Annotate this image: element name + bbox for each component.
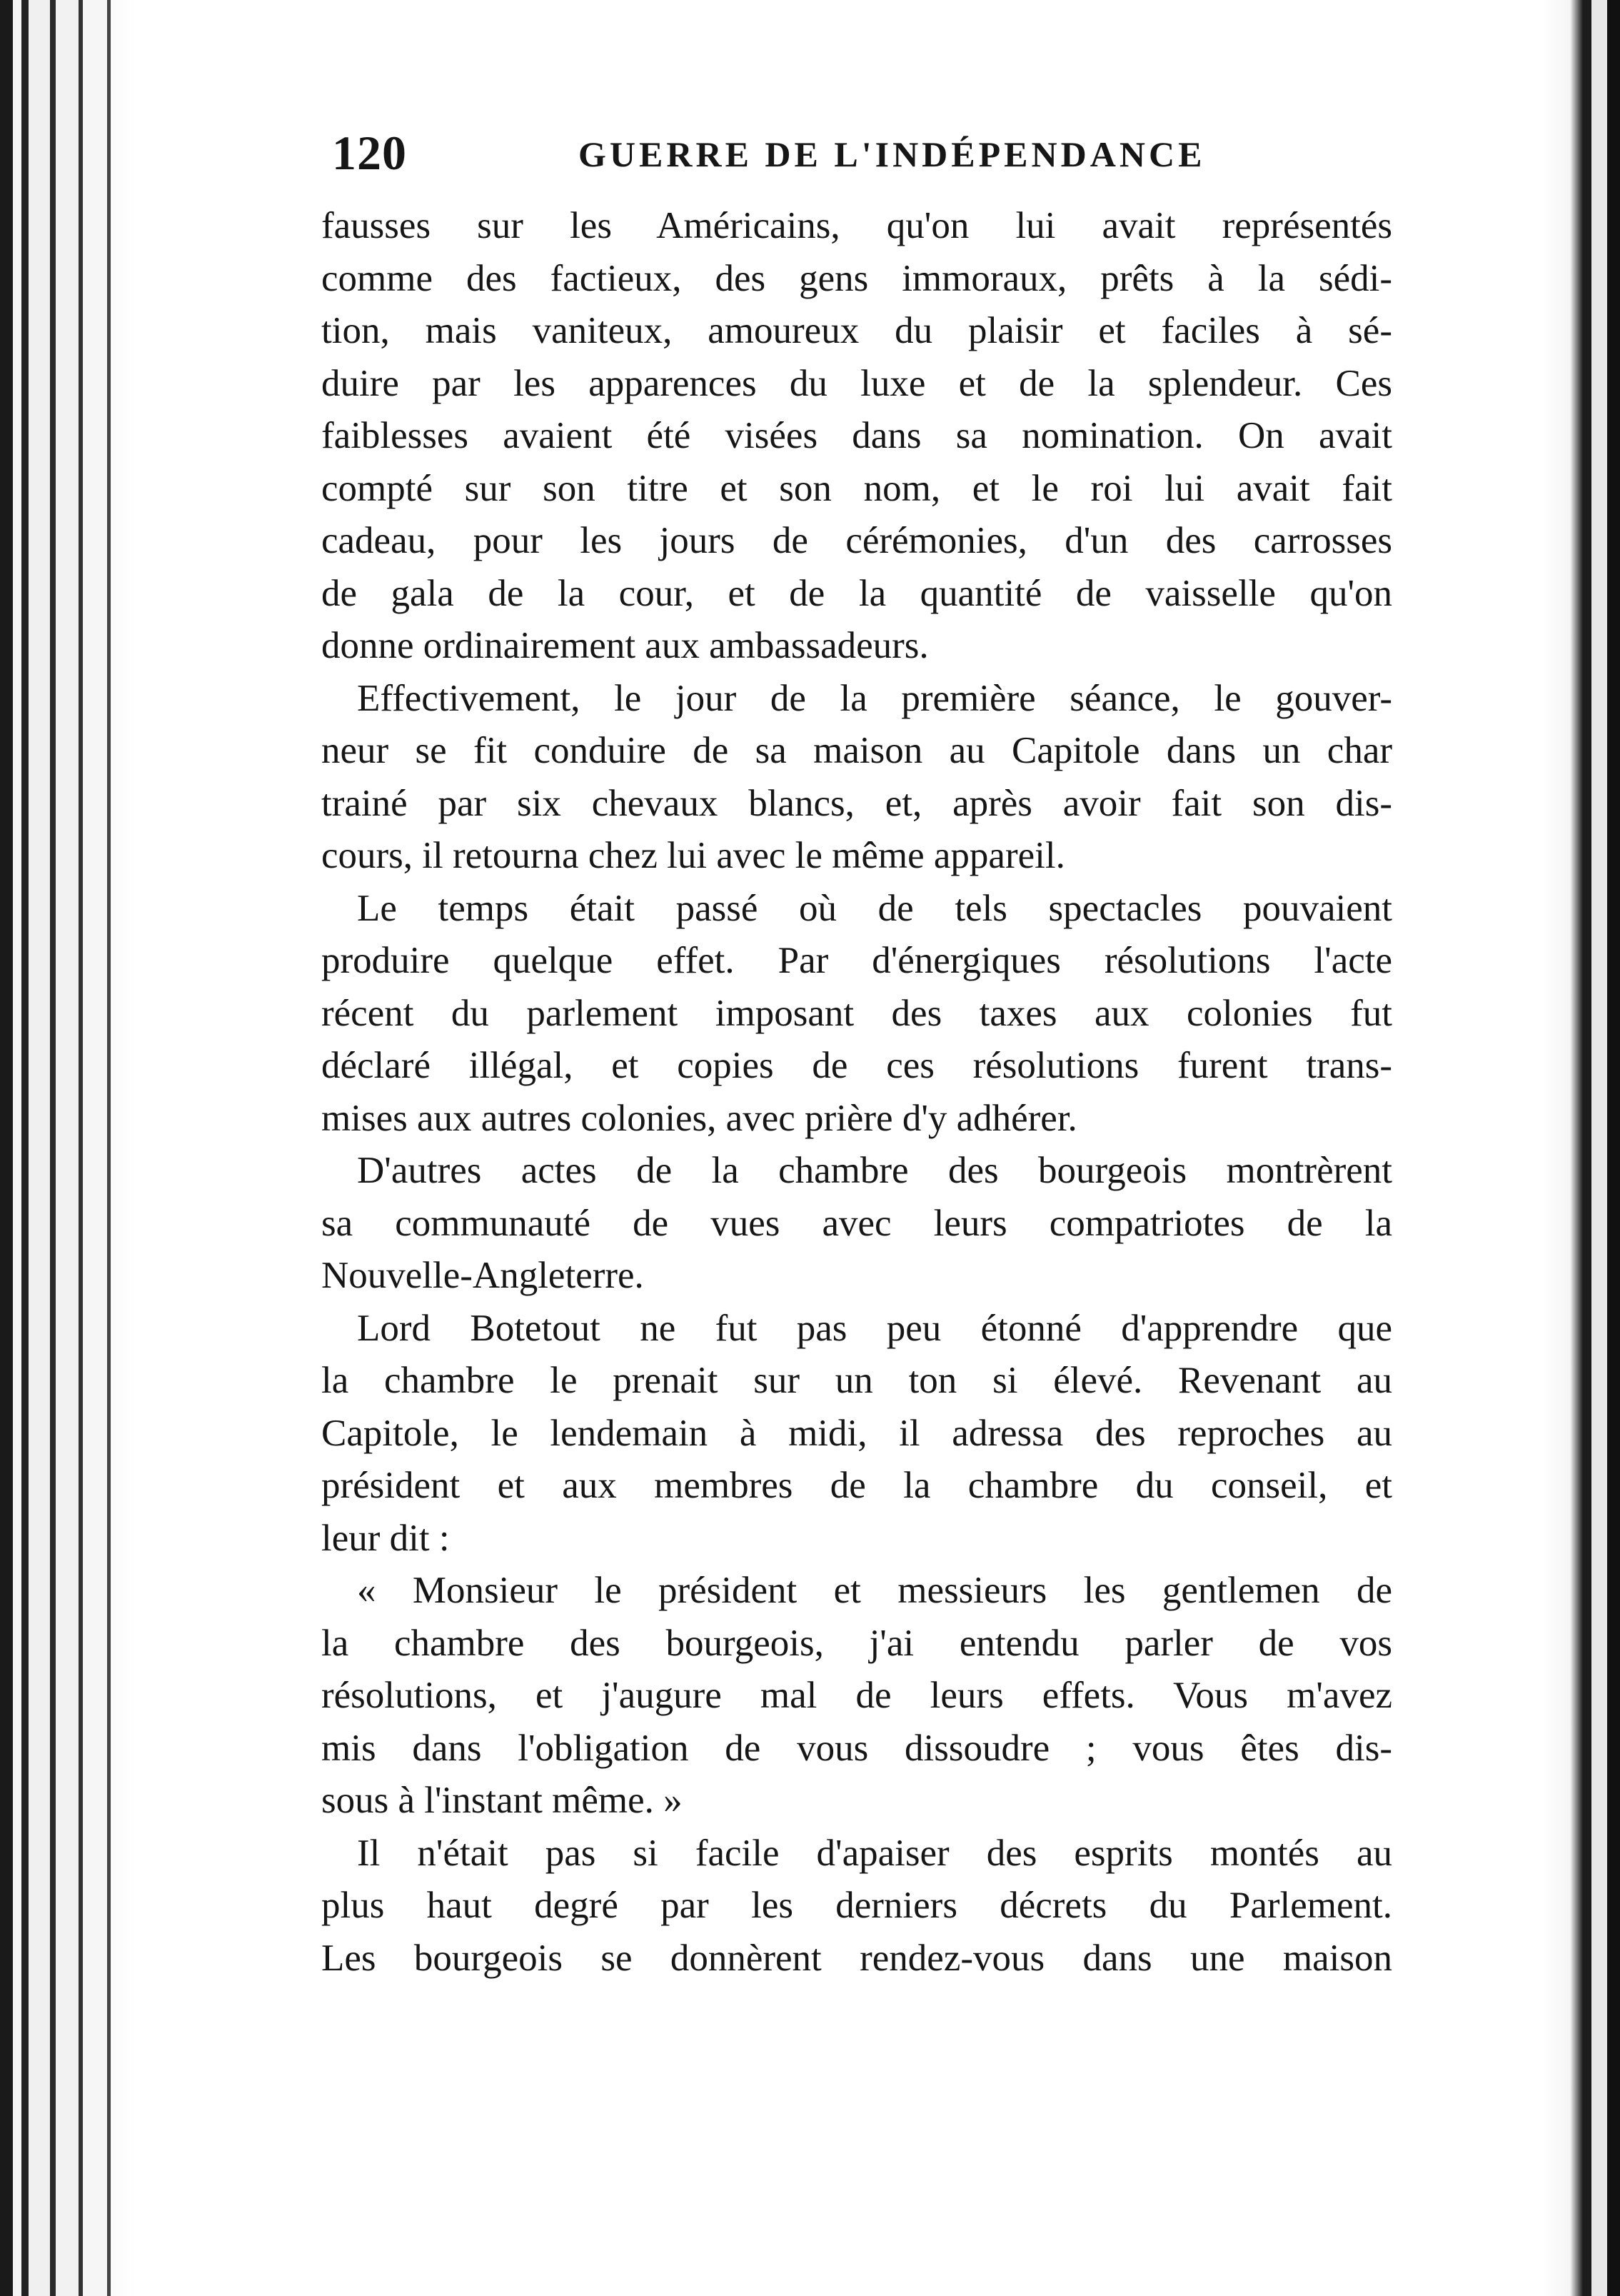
text-line: faiblesses avaient été visées dans sa nomination. On avait [321, 415, 1392, 456]
text-line: plus haut degré par les derniers décrets du Parlement. [321, 1885, 1392, 1926]
text-line: cours, il retourna chez lui avec le même appareil. [321, 835, 1065, 876]
text-line: Capitole, le lendemain à midi, il adressa des reproches au [321, 1412, 1392, 1454]
text-line: leur dit : [321, 1517, 450, 1559]
text-line: sous à l'instant même. » [321, 1780, 683, 1821]
paragraph-3 [321, 883, 1392, 1146]
text-line: trainé par six chevaux blancs, et, après avoir fait son dis- [321, 782, 1392, 824]
text-line: la chambre des bourgeois, j'ai entendu parler de vos [321, 1622, 1392, 1664]
book-binding-edge [0, 0, 136, 2296]
text-line: comme des factieux, des gens immoraux, prêts à la sédi- [321, 257, 1392, 299]
text-line: tion, mais vaniteux, amoureux du plaisir et faciles à sé- [321, 310, 1392, 351]
text-line: Effectivement, le jour de la première séance, le gouver- [357, 677, 1392, 719]
text-line: fausses sur les Américains, qu'on lui avait représentés [321, 205, 1392, 246]
text-line: donne ordinairement aux ambassadeurs. [321, 625, 929, 666]
paragraph-6-quote [321, 1565, 1392, 1828]
text-line: Il n'était pas si facile d'apaiser des esprits montés au [357, 1832, 1392, 1874]
text-line: Lord Botetout ne fut pas peu étonné d'apprendre que [357, 1307, 1392, 1349]
running-title: GUERRE DE L'INDÉPENDANCE [578, 134, 1206, 174]
text-line: « Monsieur le président et messieurs les gentlemen de [357, 1570, 1392, 1611]
page-right-edge [1541, 0, 1620, 2296]
paragraph-5 [321, 1303, 1392, 1565]
text-line: de gala de la cour, et de la quantité de vaisselle qu'on [321, 572, 1392, 614]
text-line: duire par les apparences du luxe et de la splendeur. Ces [321, 362, 1392, 404]
page-number: 120 [332, 126, 407, 180]
text-line: Le temps était passé où de tels spectacles pouvaient [357, 887, 1392, 929]
text-line: compté sur son titre et son nom, et le roi lui avait fait [321, 467, 1392, 509]
text-line: cadeau, pour les jours de cérémonies, d'un des carrosses [321, 520, 1392, 561]
paragraph-1 [321, 200, 1392, 673]
text-line: résolutions, et j'augure mal de leurs effets. Vous m'avez [321, 1675, 1392, 1716]
paragraph-4 [321, 1145, 1392, 1303]
paragraph-2 [321, 673, 1392, 883]
text-line: produire quelque effet. Par d'énergiques résolutions l'acte [321, 940, 1392, 981]
paragraph-7 [321, 1828, 1392, 1985]
text-line: D'autres actes de la chambre des bourgeois montrèrent [357, 1150, 1392, 1191]
text-line: Les bourgeois se donnèrent rendez-vous dans une maison [321, 1937, 1392, 1979]
text-line: mises aux autres colonies, avec prière d'y adhérer. [321, 1097, 1077, 1139]
text-line: récent du parlement imposant des taxes aux colonies fut [321, 992, 1392, 1034]
text-line: déclaré illégal, et copies de ces résolutions furent trans- [321, 1045, 1392, 1086]
text-line: mis dans l'obligation de vous dissoudre ; vous êtes dis- [321, 1727, 1392, 1769]
text-line: Nouvelle-Angleterre. [321, 1255, 644, 1296]
body-text [321, 200, 1392, 1985]
text-line: la chambre le prenait sur un ton si élevé. Revenant au [321, 1360, 1392, 1401]
text-line: sa communauté de vues avec leurs compatriotes de la [321, 1202, 1392, 1244]
page-header [332, 125, 1403, 189]
text-line: président et aux membres de la chambre du conseil, et [321, 1465, 1392, 1506]
text-line: neur se fit conduire de sa maison au Capitole dans un char [321, 730, 1392, 771]
